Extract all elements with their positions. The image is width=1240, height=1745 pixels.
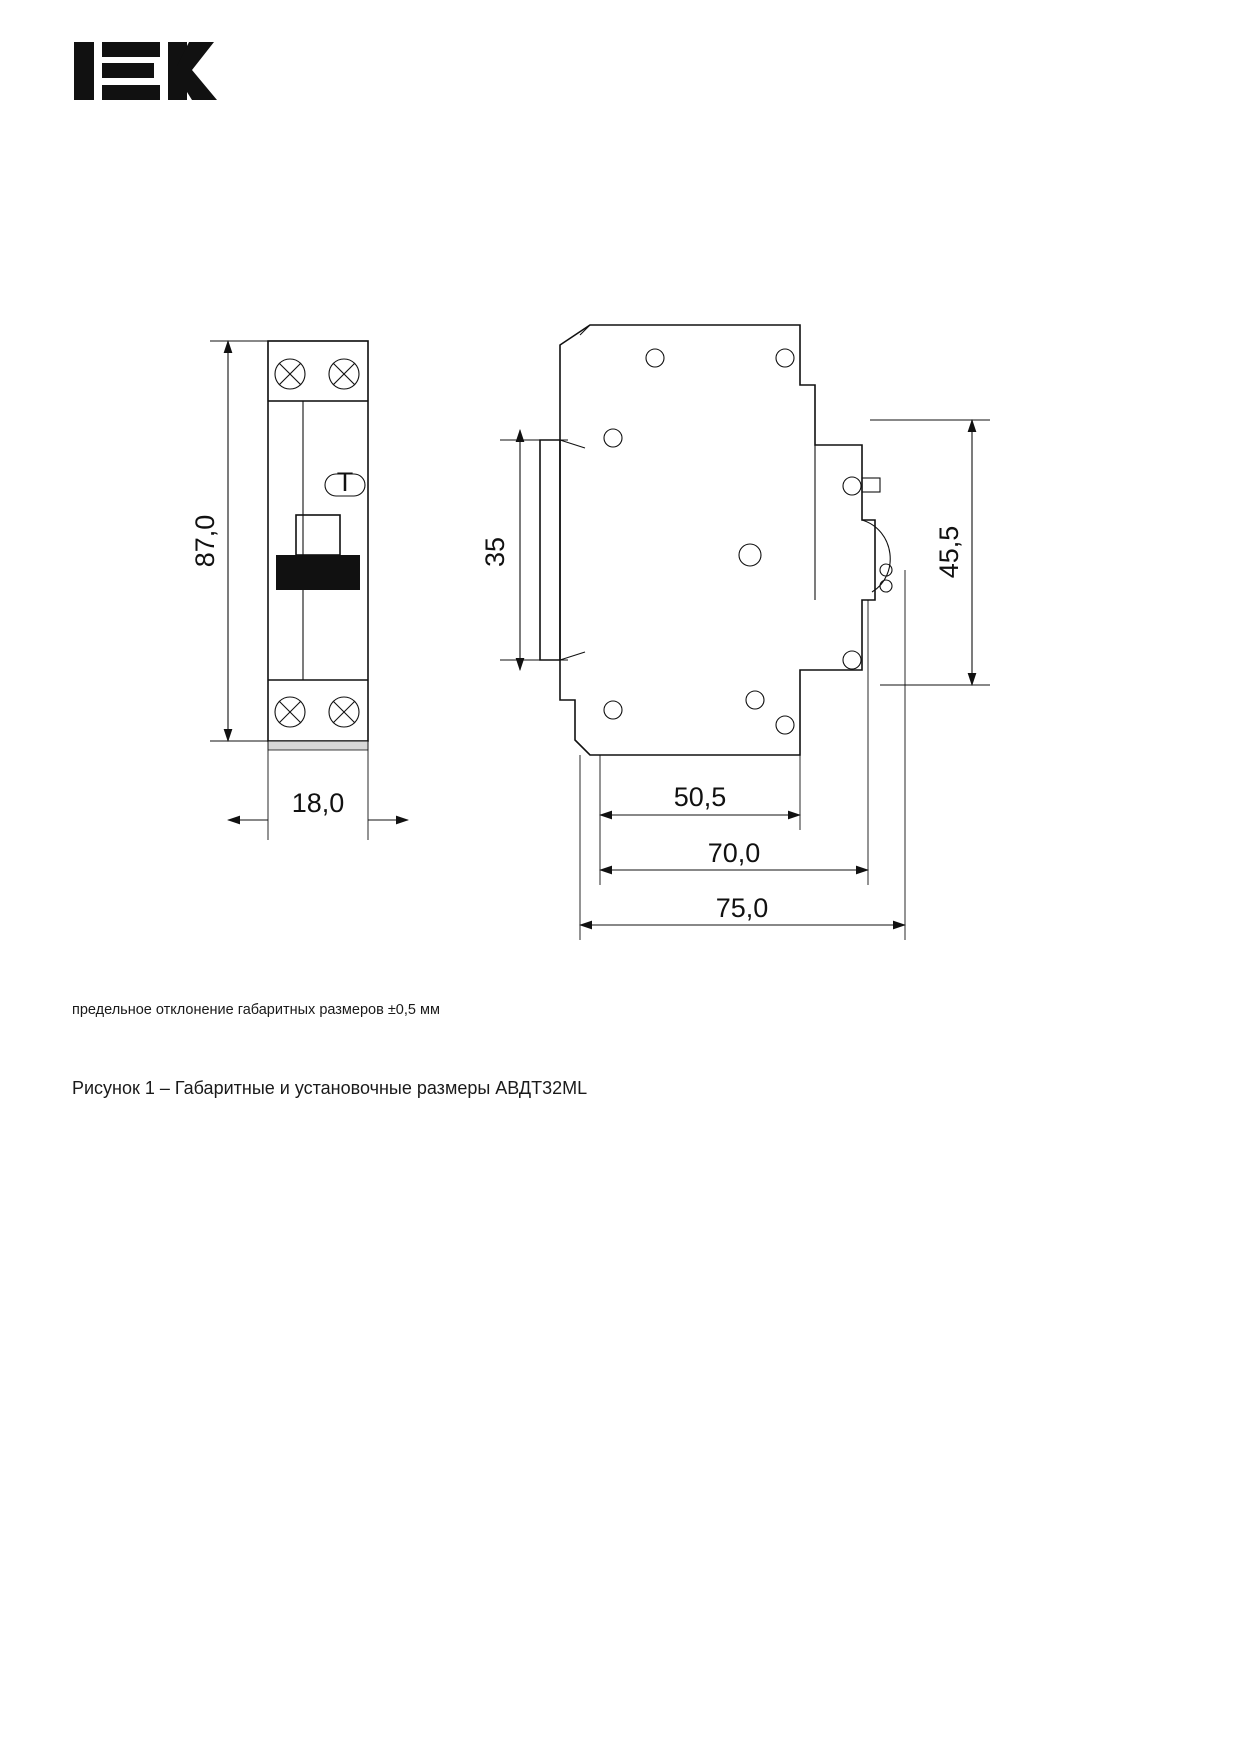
terminal-screw-bottom-left xyxy=(275,697,305,727)
dim-depth-1-label: 50,5 xyxy=(673,782,727,812)
figure-caption: Рисунок 1 – Габаритные и установочные размеры АВДТ32ML xyxy=(72,1078,588,1098)
front-view-dimensions xyxy=(190,341,408,840)
rivet-hole xyxy=(776,716,794,734)
dim-depth-2-label: 70,0 xyxy=(707,838,761,868)
terminal-screw-bottom-right xyxy=(329,697,359,727)
front-view-outline xyxy=(268,341,368,750)
terminal-screw-top-right xyxy=(329,359,359,389)
side-view-outline xyxy=(540,325,892,755)
tolerance-note: предельное отклонение габаритных размеров ±0,5 мм xyxy=(72,1002,440,1018)
dim-mount-height-label: 45,5 xyxy=(934,525,964,579)
test-button xyxy=(325,467,365,497)
dim-width-label: 18,0 xyxy=(291,788,345,818)
figure-notes xyxy=(72,1000,972,1100)
toggle-lever xyxy=(276,515,360,590)
dim-height-label: 87,0 xyxy=(190,514,220,568)
rivet-hole xyxy=(604,429,622,447)
test-button-label: T xyxy=(336,467,354,497)
rivet-hole xyxy=(746,691,764,709)
rivet-hole xyxy=(843,477,861,495)
rivet-hole xyxy=(776,349,794,367)
rivet-hole xyxy=(646,349,664,367)
dim-rail-depth-label: 35 xyxy=(480,536,510,568)
center-hole xyxy=(739,544,761,566)
side-view-dimensions xyxy=(480,420,990,940)
terminal-screw-top-left xyxy=(275,359,305,389)
dim-depth-3-label: 75,0 xyxy=(715,893,769,923)
rivet-hole xyxy=(604,701,622,719)
rivet-hole xyxy=(843,651,861,669)
